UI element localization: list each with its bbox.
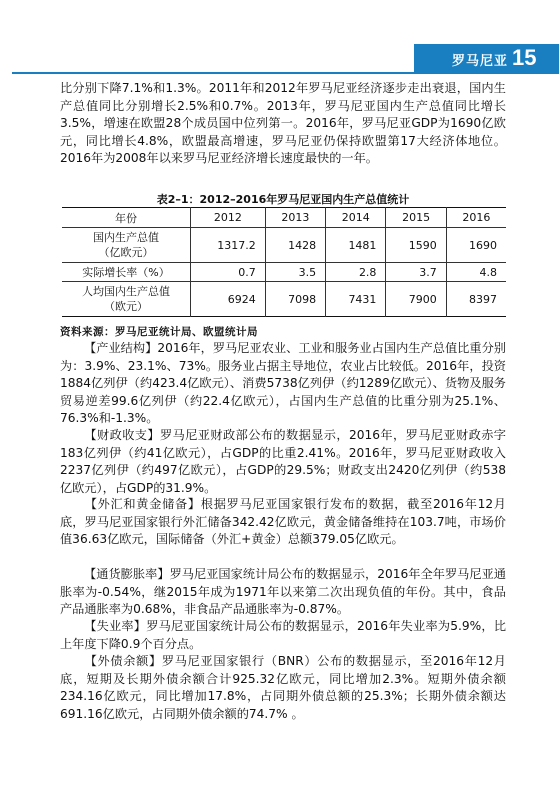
table-header-cell: 2016	[446, 208, 506, 228]
table-cell: 1590	[386, 228, 446, 263]
section-inflation	[60, 566, 506, 619]
table-cell: 1481	[326, 228, 386, 263]
section-external-debt	[60, 653, 506, 723]
table-cell: 7098	[265, 282, 325, 317]
table-cell: 8397	[446, 282, 506, 317]
table-header-cell: 年份	[62, 208, 191, 228]
table-title: 表2–1：2012–2016年罗马尼亚国内生产总值统计	[156, 193, 410, 206]
section-text: 2016年，罗马尼亚农业、工业和服务业占国内生产总值比重分别为：3.9%、23.1%、73%。服务业占据主导地位，农业占比较低。2016年，投资1884亿列伊（约423.4亿欧元）、消费5738亿列伊（约1289亿欧元）、货物及服务贸易逆差99.6亿列伊（约22.4亿欧元），占国内生产总值的比重分别为25.1%、76.3%和-1.3%。	[60, 341, 506, 426]
gdp-statistics-table	[62, 207, 506, 317]
table-cell: 7431	[326, 282, 386, 317]
table-header-cell: 2015	[386, 208, 446, 228]
row-label	[62, 263, 191, 282]
table-cell: 1317.2	[191, 228, 266, 263]
table-cell: 3.5	[265, 263, 325, 282]
section-forex-gold-reserves	[60, 496, 506, 549]
section-text: 罗马尼亚财政部公布的数据显示，2016年，罗马尼亚财政赤字183亿列伊（约41亿欧元），占GDP的比重2.41%。2016年，罗马尼亚财政收入2237亿列伊（约497亿欧元），占GDP的29.5%；财政支出2420亿列伊（约538亿欧元），占GDP的31.9%。	[60, 428, 506, 495]
table-header-cell: 2012	[191, 208, 266, 228]
section-fiscal-balance	[60, 427, 506, 497]
section-industry-structure	[60, 340, 506, 428]
table-cell: 0.7	[191, 263, 266, 282]
section-text: 罗马尼亚国家统计局公布的数据显示，2016年全年罗马尼亚通胀率为-0.54%，继2015年成为1971年以来第二次出现负值的年份。其中，食品产品通胀率为0.68%，非食品产品通胀率为-0.87%。	[60, 567, 506, 617]
section-heading: 【外债余额】	[84, 654, 162, 668]
row-label	[62, 228, 191, 263]
table-cell: 6924	[191, 282, 266, 317]
section-text: 罗马尼亚国家银行（BNR）公布的数据显示，至2016年12月底，短期及长期外债余额合计925.32亿欧元，同比增加2.3%。短期外债余额234.16亿欧元，同比增加17.8%，占同期外债总额的25.3%；长期外债余额达691.16亿欧元，占同期外债余额的74.7% 。	[60, 654, 506, 721]
row-label-line: 国内生产总值	[93, 231, 159, 244]
intro-paragraph: 比分别下降7.1%和1.3%。2011年和2012年罗马尼亚经济逐步走出衰退，国内生产总值同比分别增长2.5%和0.7%。2013年，罗马尼亚国内生产总值同比增长3.5%，增速在欧盟28个成员国中位列第一。2016年，罗马尼亚GDP为1690亿欧元，同比增长4.8%，欧盟最高增速，罗马尼亚仍保持欧盟第17大经济体地位。2016年为2008年以来罗马尼亚经济增长速度最快的一年。	[60, 81, 506, 166]
section-heading: 【财政收支】	[84, 428, 161, 442]
table-cell: 1428	[265, 228, 325, 263]
row-label-unit: （亿欧元）	[98, 246, 154, 259]
table-row	[62, 263, 506, 282]
table-header-cell: 2014	[326, 208, 386, 228]
page-header	[0, 0, 559, 74]
header-rule	[12, 72, 414, 74]
section-heading: 【通货膨胀率】	[84, 567, 170, 581]
header-country-label: 罗马尼亚	[452, 54, 509, 69]
page-number: 15	[512, 45, 537, 70]
table-row	[62, 282, 506, 317]
row-label-line: 人均国内生产总值	[82, 285, 170, 298]
table-cell: 3.7	[386, 263, 446, 282]
section-unemployment	[60, 618, 506, 653]
section-heading: 【产业结构】	[84, 341, 158, 355]
row-label	[62, 282, 191, 317]
table-cell: 4.8	[446, 263, 506, 282]
row-label-line: 实际增长率（%）	[82, 265, 170, 279]
header-tab	[414, 44, 559, 74]
table-source-note: 资料来源：罗马尼亚统计局、欧盟统计局	[60, 326, 258, 338]
section-heading: 【外汇和黄金储备】	[84, 497, 201, 511]
row-label-unit: （欧元）	[104, 300, 148, 313]
table-cell: 2.8	[326, 263, 386, 282]
section-text: 罗马尼亚国家统计局公布的数据显示，2016年失业率为5.9%，比上年度下降0.9个百分点。	[60, 619, 507, 651]
table-cell: 7900	[386, 282, 446, 317]
table-cell: 1690	[446, 228, 506, 263]
section-heading: 【失业率】	[84, 619, 147, 633]
table-header-row	[62, 208, 506, 228]
section-text: 根据罗马尼亚国家银行发布的数据，截至2016年12月底，罗马尼亚国家银行外汇储备342.42亿欧元，黄金储备维持在103.7吨，市场价值36.63亿欧元，国际储备（外汇+黄金）总额379.05亿欧元。	[60, 497, 506, 547]
table-header-cell: 2013	[265, 208, 325, 228]
table-row	[62, 228, 506, 263]
